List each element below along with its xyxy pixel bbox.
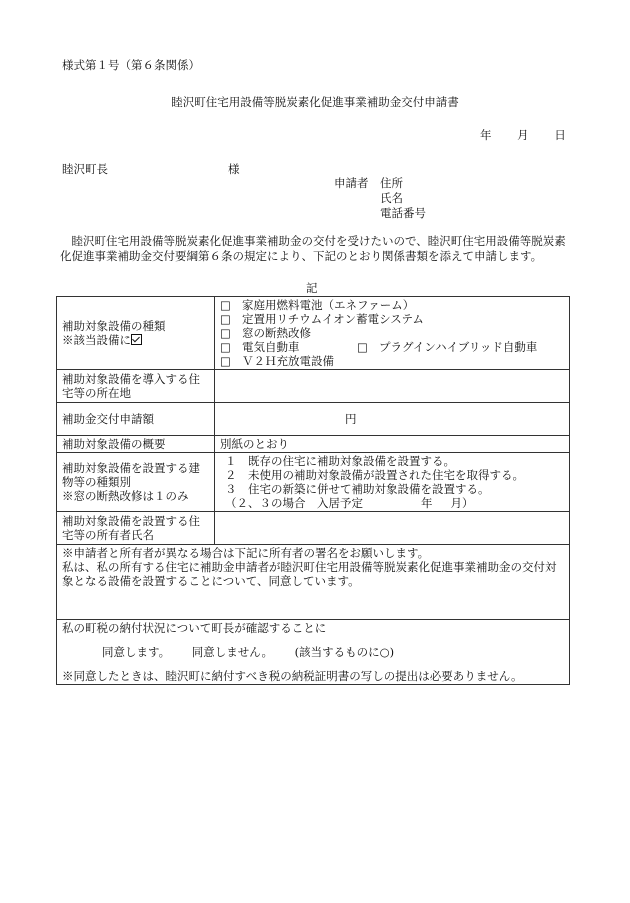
table-row (57, 453, 570, 512)
building-option-acquire[interactable]: ２ 未使用の補助対象設備が設置された住宅を取得する。 (225, 468, 524, 482)
equipment-type-label-text: 補助対象設備の種類 (62, 319, 166, 333)
ki-heading: 記 (306, 281, 318, 295)
option-label: 窓の断熱改修 (242, 326, 311, 340)
date-year: 年 (480, 128, 492, 142)
building-type-note: ※窓の断熱改修は１のみ (62, 489, 189, 503)
building-type-label-text: 補助対象設備を設置する建物等の種類別 (62, 461, 200, 489)
option-phev: プラグインハイブリッド自動車 (379, 340, 538, 354)
checkbox-icon[interactable]: □ (220, 354, 231, 368)
checkbox-icon[interactable]: □ (357, 340, 368, 354)
table-row (57, 370, 570, 403)
option-ev-row (220, 340, 564, 354)
move-in-month[interactable]: 月） (450, 496, 474, 510)
circle-instruction: (該当するものに○) (294, 645, 395, 659)
overview-label: 補助対象設備の概要 (57, 436, 215, 453)
move-in-line (225, 496, 564, 510)
consent-note: ※申請者と所有者が異なる場合は下記に所有者の署名をお願いします。 (62, 546, 430, 560)
checkbox-icon[interactable]: □ (220, 298, 231, 312)
addressee: 睦沢町長 (62, 162, 108, 176)
checkbox-icon[interactable]: □ (220, 340, 231, 354)
applicant-label: 申請者 (334, 176, 369, 190)
checkbox-checked-icon (131, 334, 142, 345)
checkbox-icon[interactable]: □ (220, 326, 231, 340)
tax-consent-cell (57, 620, 570, 685)
application-table (56, 296, 570, 685)
table-row (57, 545, 570, 620)
option-window-insulation[interactable] (220, 326, 564, 340)
location-label: 補助対象設備を導入する住宅等の所在地 (57, 370, 215, 403)
agree-option[interactable]: 同意します。 (102, 645, 171, 659)
move-in-year[interactable]: 年 (421, 496, 433, 510)
applicant-fields (380, 176, 426, 221)
table-row (57, 620, 570, 685)
page-title: 睦沢町住宅用設備等脱炭素化促進事業補助金交付申請書 (171, 95, 459, 109)
building-type-options (215, 453, 570, 512)
equipment-type-note (62, 333, 209, 347)
checkbox-icon[interactable]: □ (220, 312, 231, 326)
option-label: 家庭用燃料電池（エネファーム） (242, 298, 415, 312)
table-row (57, 297, 570, 370)
building-type-label (57, 453, 215, 512)
building-option-existing[interactable]: １ 既存の住宅に補助対象設備を設置する。 (225, 454, 455, 468)
option-fuel-cell[interactable] (220, 298, 564, 312)
date-month: 月 (517, 128, 529, 142)
addressee-honorific: 様 (228, 162, 240, 176)
applicant-address-label: 住所 (380, 176, 403, 190)
form-number: 様式第１号（第６条関係） (62, 58, 200, 72)
consent-statement: 私は、私の所有する住宅に補助金申請者が睦沢町住宅用設備等脱炭素化促進事業補助金の交付対象となる設備を設置することについて、同意しています。 (62, 560, 557, 588)
amount-field[interactable] (215, 403, 570, 436)
option-battery[interactable] (220, 312, 564, 326)
option-label: 電気自動車 (242, 340, 300, 354)
move-in-label: （２、３の場合 入居予定 (225, 496, 363, 510)
tax-certificate-note: ※同意したときは、睦沢町に納付すべき税の納税証明書の写しの提出は必要ありません。 (62, 669, 523, 683)
overview-value: 別紙のとおり (215, 436, 570, 453)
table-row (57, 512, 570, 545)
tax-consent-question: 私の町税の納付状況について町長が確認することに (62, 621, 327, 635)
tax-consent-choices (102, 645, 564, 659)
applicant-name-label: 氏名 (380, 191, 403, 205)
table-row (57, 403, 570, 436)
option-label: Ｖ２Ｈ充放電設備 (242, 354, 334, 368)
equipment-type-options (215, 297, 570, 370)
intro-paragraph: 睦沢町住宅用設備等脱炭素化促進事業補助金の交付を受けたいので、睦沢町住宅用設備等脱炭素化促進事業補助金交付要綱第６条の規定により、下記のとおり関係書類を添えて申請します。 (60, 234, 566, 263)
applicant-phone-label: 電話番号 (380, 206, 426, 220)
location-field[interactable] (215, 370, 570, 403)
option-v2h[interactable] (220, 354, 564, 368)
amount-label: 補助金交付申請額 (57, 403, 215, 436)
date-line (480, 128, 566, 142)
yen-unit: 円 (345, 412, 357, 426)
building-option-new[interactable]: ３ 住宅の新築に併せて補助対象設備を設置する。 (225, 482, 490, 496)
date-day: 日 (554, 128, 566, 142)
option-label: 定置用リチウムイオン蓄電システム (242, 312, 424, 326)
consent-cell (57, 545, 570, 620)
table-row (57, 436, 570, 453)
equipment-type-note-text: ※該当設備に (62, 333, 131, 347)
owner-label: 補助対象設備を設置する住宅等の所有者氏名 (57, 512, 215, 545)
disagree-option[interactable]: 同意しません。 (191, 645, 273, 659)
owner-field[interactable] (215, 512, 570, 545)
equipment-type-label (57, 297, 215, 370)
